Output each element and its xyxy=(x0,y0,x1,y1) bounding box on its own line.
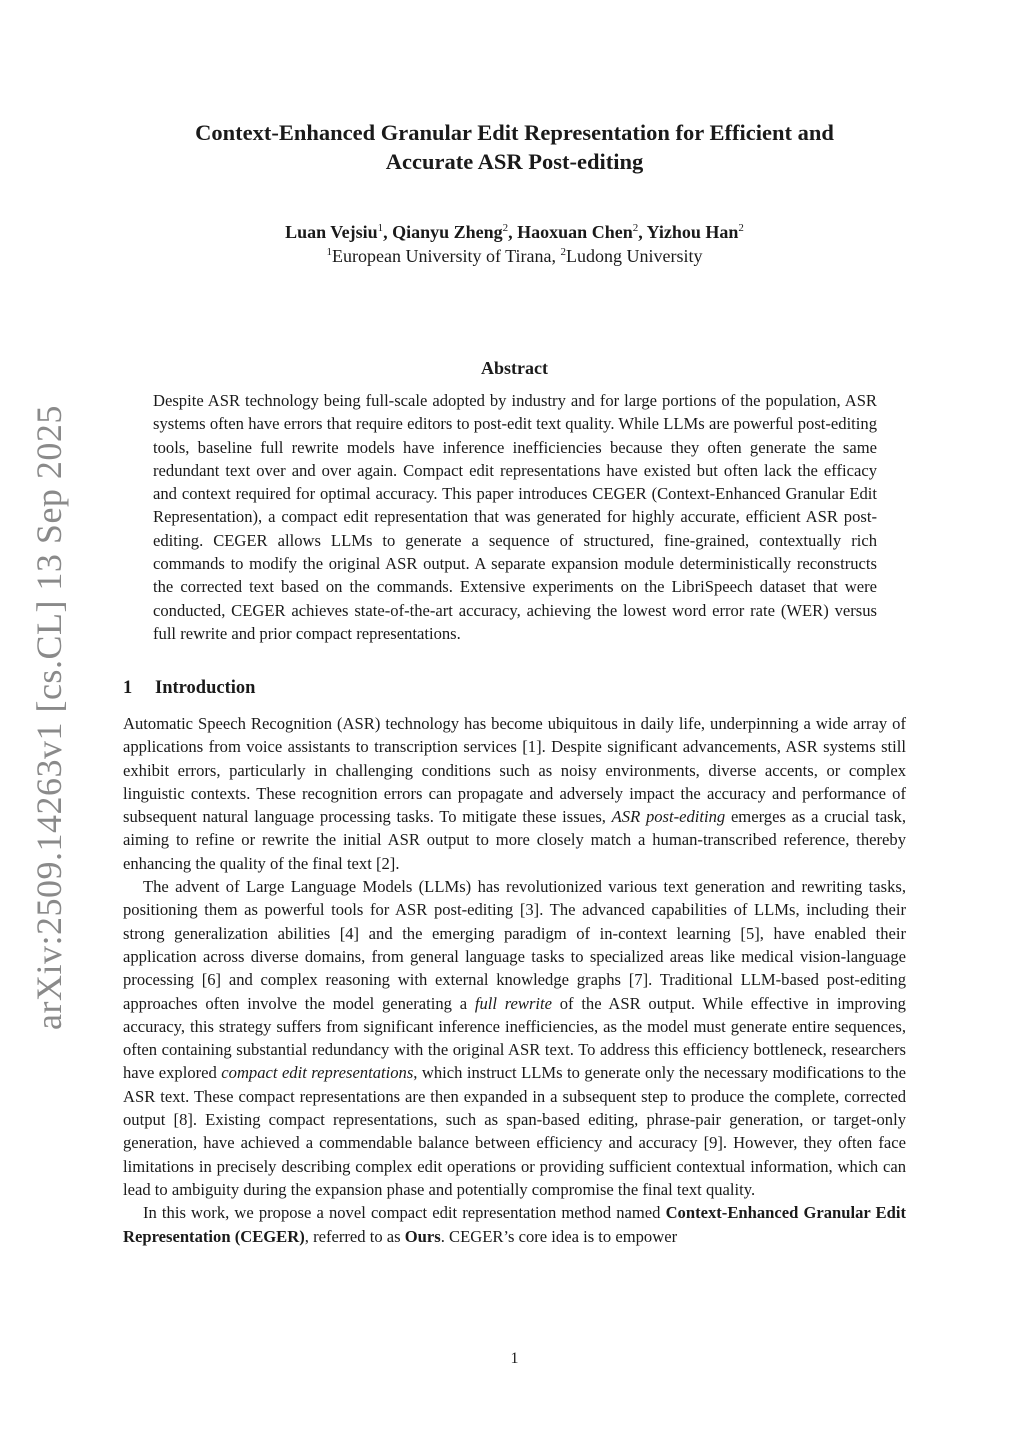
intro-paragraph-1: Automatic Speech Recognition (ASR) technology has become ubiquitous in daily life, underpinning a wide array of applications from voice assistants to transcription services [1]. Despite significant advancements, ASR systems still exhibit errors, particularly in challenging conditions such as noisy environments, diverse accents, or complex linguistic contexts. These recognition errors can propagate and adversely impact the accuracy and performance of subsequent natural language processing tasks. To mitigate these issues, ASR post-editing emerges as a crucial task, aiming to refine or rewrite the initial ASR output to more closely match a human-transcribed reference, thereby enhancing the quality of the final text [2]. xyxy=(123,714,906,873)
affiliation: $^2$Ludong University xyxy=(560,246,703,266)
author: Yizhou Han$^2$ xyxy=(646,222,744,242)
author-list xyxy=(123,220,906,244)
page-number: 1 xyxy=(510,1350,519,1367)
section-title: Introduction xyxy=(155,678,256,698)
affiliation: $^1$European University of Tirana, xyxy=(326,246,561,266)
author: Qianyu Zheng$^2$, xyxy=(392,222,518,242)
section-number: 1 xyxy=(123,678,133,698)
affiliation-list xyxy=(123,244,906,268)
abstract-heading: Abstract xyxy=(481,358,548,378)
intro-paragraph-2: The advent of Large Language Models (LLMs) has revolutionized various text generation and rewriting tasks, positioning them as powerful tools for ASR post-editing [3]. The advanced capabilities of LLMs, including their strong generalization abilities [4] and the emerging paradigm of in-context learning [5], have enabled their application across diverse domains, from general language tasks to specialized areas like medical vision-language processing [6] and complex reasoning with external knowledge graphs [7]. Traditional LLM-based post-editing approaches often involve the model generating a full rewrite of the ASR output. While effective in improving accuracy, this strategy suffers from significant inference inefficiencies, as the model must generate entire sequences, often containing substantial redundancy with the original ASR text. To address this efficiency bottleneck, researchers have explored compact edit representations, which instruct LLMs to generate only the necessary modifications to the ASR text. These compact representations are then expanded in a subsequent step to produce the complete, corrected output [8]. Existing compact representations, such as span-based editing, phrase-pair generation, or target-only generation, have achieved a commendable balance between efficiency and accuracy [9]. However, they often face limitations in precisely describing complex edit operations or providing sufficient contextual information, which can lead to ambiguity during the expansion phase and potentially compromise the final text quality. xyxy=(123,877,906,1199)
paper-title xyxy=(123,118,906,176)
title-line-2: Accurate ASR Post-editing xyxy=(385,149,644,174)
title-line-1: Context-Enhanced Granular Edit Representation for Efficient and xyxy=(195,120,834,145)
section-heading-introduction xyxy=(123,676,906,700)
arxiv-identifier-stamp: arXiv:2509.14263v1 [cs.CL] 13 Sep 2025 xyxy=(29,405,69,1030)
abstract-text: Despite ASR technology being full-scale adopted by industry and for large portions of the population, ASR systems often have errors that require editors to post-edit text quality. While LLMs are powerful post-editing tools, baseline full rewrite models have inference inefficiencies because they often generate the same redundant text over and over again. Compact edit representations have existed but often lack the efficacy and context required for optimal accuracy. This paper introduces CEGER (Context-Enhanced Granular Edit Representation), a compact edit representation that was generated for highly accurate, efficient ASR post-editing. CEGER allows LLMs to generate a sequence of structured, fine-grained, contextually rich commands to modify the original ASR output. A separate expansion module deterministically reconstructs the corrected text based on the commands. Extensive experiments on the LibriSpeech dataset that were conducted, CEGER achieves state-of-the-art accuracy, achieving the lowest word error rate (WER) versus full rewrite and prior compact representations. xyxy=(153,391,877,643)
author: Luan Vejsiu$^1$, xyxy=(285,222,393,242)
introduction-body xyxy=(123,712,906,1248)
intro-paragraph-3: In this work, we propose a novel compact edit representation method named Context-Enhanced Granular Edit Representation (CEGER), referred to as Ours. CEGER’s core idea is to empower xyxy=(123,1203,906,1246)
author: Haoxuan Chen$^2$, xyxy=(517,222,647,242)
